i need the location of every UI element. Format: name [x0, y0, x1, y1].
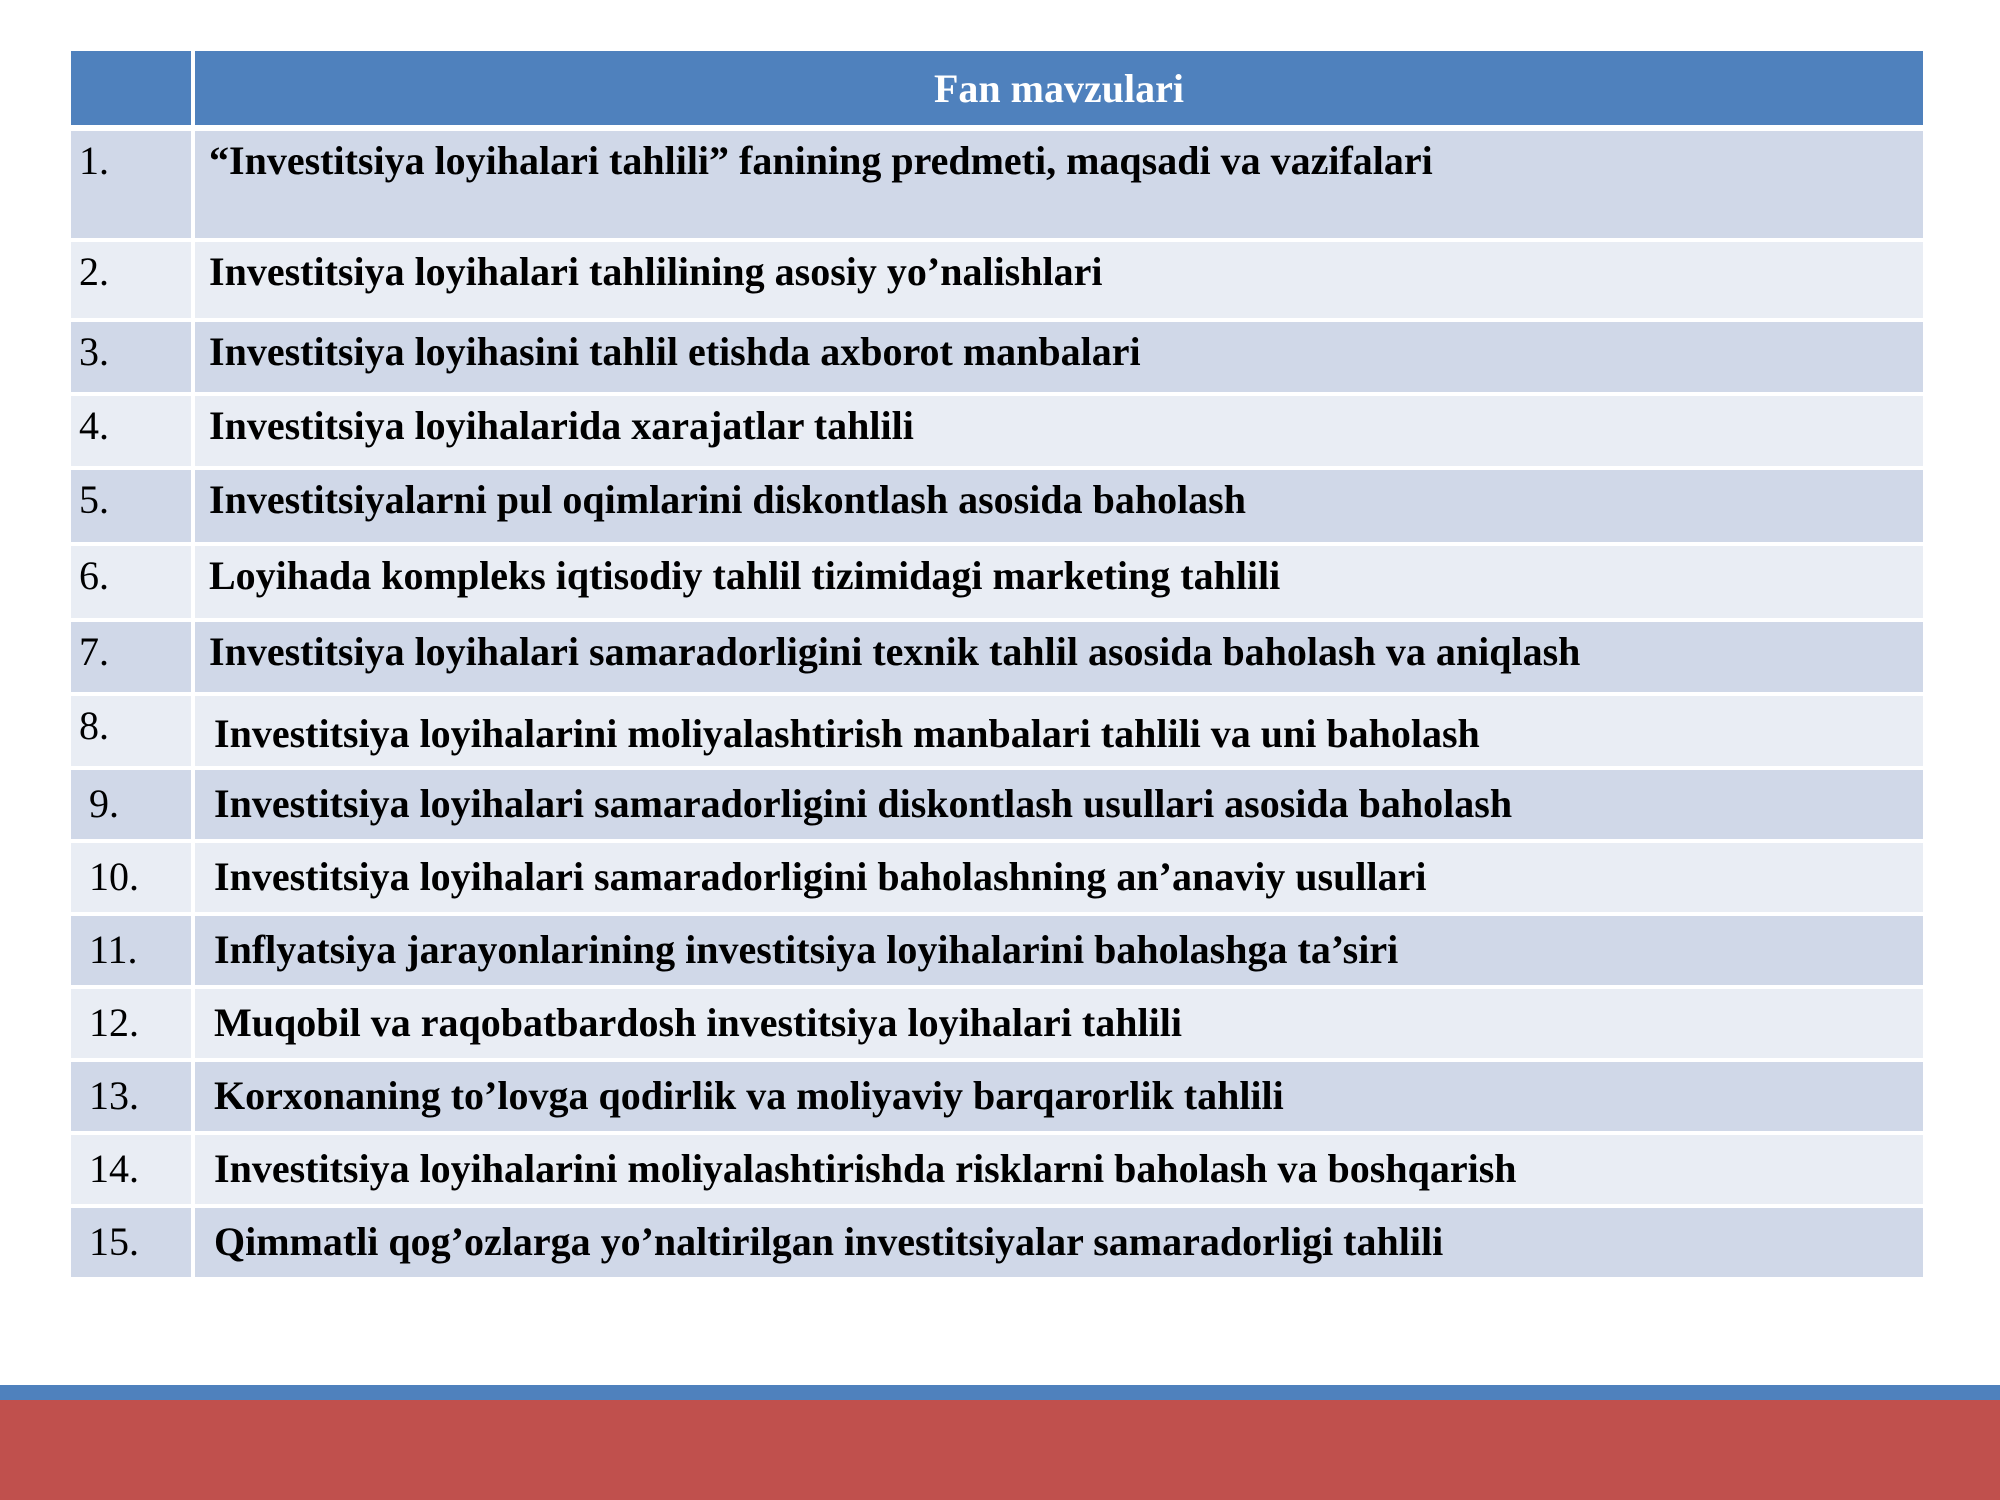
row-topic: Investitsiya loyihalari tahlilining asosiy yo’nalishlari — [193, 240, 1923, 320]
row-number: 7. — [71, 620, 193, 694]
row-number: 1. — [71, 128, 193, 240]
table-row — [71, 468, 1923, 544]
table-row — [71, 394, 1923, 468]
footer-blue-stripe — [0, 1385, 2000, 1400]
row-topic: Investitsiya loyihalarini moliyalashtirishda risklarni baholash va boshqarish — [193, 1133, 1923, 1206]
row-topic: Inflyatsiya jarayonlarining investitsiya loyihalarini baholashga ta’siri — [193, 914, 1923, 987]
row-topic: Investitsiya loyihalari samaradorligini baholashning an’anaviy usullari — [193, 841, 1923, 914]
footer-red-band — [0, 1400, 2000, 1500]
row-number: 13. — [71, 1060, 193, 1133]
table-header-row — [71, 51, 1923, 128]
row-number: 2. — [71, 240, 193, 320]
table-row — [71, 544, 1923, 620]
row-number: 4. — [71, 394, 193, 468]
table-row — [71, 128, 1923, 240]
header-topic-cell: Fan mavzulari — [193, 51, 1923, 128]
table-row — [71, 1060, 1923, 1133]
header-number-cell — [71, 51, 193, 128]
row-number: 10. — [71, 841, 193, 914]
row-number: 11. — [71, 914, 193, 987]
row-topic: Investitsiyalarni pul oqimlarini diskontlash asosida baholash — [193, 468, 1923, 544]
table-row — [71, 620, 1923, 694]
table-row — [71, 320, 1923, 394]
row-topic: Muqobil va raqobatbardosh investitsiya loyihalari tahlili — [193, 987, 1923, 1060]
row-number: 14. — [71, 1133, 193, 1206]
row-topic: Korxonaning to’lovga qodirlik va moliyaviy barqarorlik tahlili — [193, 1060, 1923, 1133]
row-number: 12. — [71, 987, 193, 1060]
row-topic: Loyihada kompleks iqtisodiy tahlil tizimidagi marketing tahlili — [193, 544, 1923, 620]
table-row — [71, 987, 1923, 1060]
row-number: 15. — [71, 1206, 193, 1279]
row-topic: Investitsiya loyihalarini moliyalashtirish manbalari tahlili va uni baholash — [193, 694, 1923, 768]
row-topic: Qimmatli qog’ozlarga yo’naltirilgan investitsiyalar samaradorligi tahlili — [193, 1206, 1923, 1279]
row-number: 6. — [71, 544, 193, 620]
row-number: 8. — [71, 694, 193, 768]
row-number: 9. — [71, 768, 193, 841]
table-row — [71, 694, 1923, 768]
topics-table — [71, 51, 1923, 1281]
row-topic: Investitsiya loyihalari samaradorligini diskontlash usullari asosida baholash — [193, 768, 1923, 841]
row-number: 3. — [71, 320, 193, 394]
table-row — [71, 841, 1923, 914]
table-row — [71, 1206, 1923, 1279]
table-row — [71, 1133, 1923, 1206]
table-row — [71, 914, 1923, 987]
table-row — [71, 768, 1923, 841]
row-topic: Investitsiya loyihasini tahlil etishda axborot manbalari — [193, 320, 1923, 394]
row-topic: Investitsiya loyihalari samaradorligini texnik tahlil asosida baholash va aniqlash — [193, 620, 1923, 694]
row-number: 5. — [71, 468, 193, 544]
row-topic: Investitsiya loyihalarida xarajatlar tahlili — [193, 394, 1923, 468]
table-row — [71, 240, 1923, 320]
row-topic: “Investitsiya loyihalari tahlili” fanining predmeti, maqsadi va vazifalari — [193, 128, 1923, 240]
